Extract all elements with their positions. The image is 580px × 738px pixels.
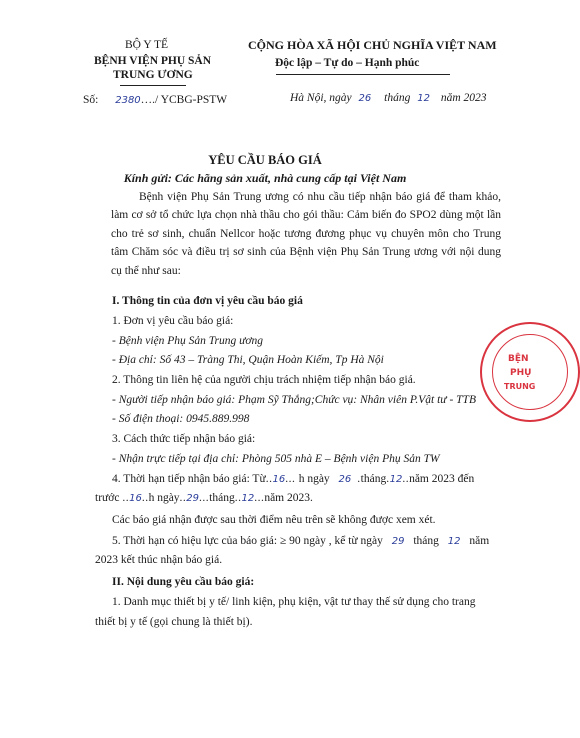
item4-hour-from-handwritten: 16	[272, 474, 286, 485]
section1-item2: 2. Thông tin liên hệ của người chịu trách nhiệm tiếp nhận báo giá.	[112, 374, 416, 386]
intro-paragraph: Bệnh viện Phụ Sản Trung ương có nhu cầu tiếp nhận báo giá để tham khảo, làm cơ sở tổ chức lựa chọn nhà thầu cho gói thầu: Cảm biến đo SPO2 dùng một lần cho trẻ sơ sinh, chuẩn Nellcor hoặc tương đương phục vụ chuyên môn cho Trung tâm Chăm sóc và điều trị sơ sinh của Bệnh viện Phụ Sản Trung ương với nội dung cụ thể như sau:	[111, 191, 501, 277]
dots: ..	[265, 473, 273, 485]
item4-text-c: tháng	[360, 473, 387, 485]
dots: ...	[285, 473, 299, 485]
item4-month-to-handwritten: 12	[241, 493, 255, 504]
hospital-name-line1: BỆNH VIỆN PHỤ SẢN	[94, 55, 212, 67]
section1-item5-line2: 2023 kết thúc nhận báo giá.	[95, 554, 223, 566]
doc-number-handwritten: 2380	[115, 95, 141, 106]
hospital-underline	[120, 85, 186, 86]
dots: .	[357, 473, 361, 485]
item5-month-handwritten: 12	[447, 536, 461, 547]
late-quote-note: Các báo giá nhận được sau thời điểm nêu trên sẽ không được xem xét.	[112, 514, 436, 526]
doc-number-suffix: …./ YCBG-PSTW	[140, 94, 228, 106]
item4-day-to-handwritten: 29	[186, 493, 200, 504]
item4-day-from-handwritten: 26	[338, 474, 352, 485]
section2-item1-line1: 1. Danh mục thiết bị y tế/ linh kiện, phụ kiện, vật tư thay thế sử dụng cho trang	[112, 596, 476, 608]
contact-phone: - Số điện thoại: 0945.889.998	[112, 413, 250, 425]
dots: ...	[254, 492, 265, 504]
doc-number-prefix: Số:	[83, 94, 99, 106]
motto-underline	[276, 74, 450, 75]
dots: ..	[141, 492, 149, 504]
dots: ...	[199, 492, 210, 504]
item4-text-f: h ngày	[148, 492, 180, 504]
item5-text-b: tháng	[413, 535, 439, 547]
item5-text-a: 5. Thời hạn có hiệu lực của báo giá: ≥ 90 ngày , kể từ ngày	[112, 535, 383, 547]
item4-text-h: năm 2023.	[264, 492, 313, 504]
date-month-label: tháng	[384, 92, 411, 104]
date-day-handwritten: 26	[358, 93, 372, 104]
item5-text-c: năm	[469, 535, 490, 547]
item4-text-b: h ngày	[298, 473, 330, 485]
section2-item1-line2: thiết bị y tế (gọi chung là thiết bị).	[95, 616, 253, 628]
stamp-text-line2: PHỤ	[510, 368, 532, 378]
item4-hour-to-handwritten: 16	[129, 493, 142, 504]
republic-title: CỘNG HÒA XÃ HỘI CHỦ NGHĨA VIỆT NAM	[248, 38, 497, 52]
section1-item4-line1	[112, 472, 474, 487]
hospital-name-line2: TRUNG ƯƠNG	[113, 69, 193, 81]
recipient-line: Kính gửi: Các hãng sản xuất, nhà cung cấp tại Việt Nam	[123, 171, 407, 185]
dots: ..	[402, 473, 410, 485]
issue-date	[290, 91, 487, 106]
requesting-unit-address: - Địa chỉ: Số 43 – Tràng Thi, Quận Hoàn Kiếm, Tp Hà Nội	[112, 354, 384, 366]
item4-text-a: 4. Thời hạn tiếp nhận báo giá: Từ	[112, 473, 266, 485]
hospital-stamp	[480, 322, 580, 422]
section2-heading: II. Nội dung yêu cầu báo giá:	[112, 576, 255, 588]
section1-item3: 3. Cách thức tiếp nhận báo giá:	[112, 433, 256, 445]
dots: ..	[234, 492, 242, 504]
ministry-name: BỘ Y TẾ	[125, 39, 169, 51]
receiving-method: - Nhận trực tiếp tại địa chỉ: Phòng 505 nhà E – Bệnh viện Phụ Sản TW	[112, 453, 440, 465]
document-number	[83, 93, 227, 108]
section1-item4-line2	[95, 491, 313, 506]
item4-text-e: trước	[95, 492, 120, 504]
requesting-unit-name: - Bệnh viện Phụ Sản Trung ương	[112, 335, 264, 347]
dots: ..	[179, 492, 187, 504]
national-motto: Độc lập – Tự do – Hạnh phúc	[275, 57, 420, 69]
section1-item5-line1	[112, 534, 489, 549]
item4-text-d: năm 2023 đến	[409, 473, 475, 485]
dots: .	[386, 473, 390, 485]
section1-item1: 1. Đơn vị yêu cầu báo giá:	[112, 315, 234, 327]
document-title: YÊU CẦU BÁO GIÁ	[208, 153, 322, 167]
stamp-text-line1: BỆN	[508, 354, 529, 364]
dots: ..	[122, 492, 130, 504]
date-month-handwritten: 12	[417, 93, 430, 104]
item4-text-g: tháng	[209, 492, 235, 504]
date-year: năm 2023	[440, 92, 487, 104]
item4-month-from-handwritten: 12	[389, 474, 403, 485]
stamp-text-line3: TRUNG	[504, 382, 536, 391]
contact-person: - Người tiếp nhận báo giá: Phạm Sỹ Thắng;Chức vụ: Nhân viên P.Vật tư - TTB	[112, 394, 476, 406]
section1-heading: I. Thông tin của đơn vị yêu cầu báo giá	[112, 295, 303, 307]
item5-day-handwritten: 29	[391, 536, 405, 547]
date-prefix: Hà Nội, ngày	[290, 92, 352, 104]
